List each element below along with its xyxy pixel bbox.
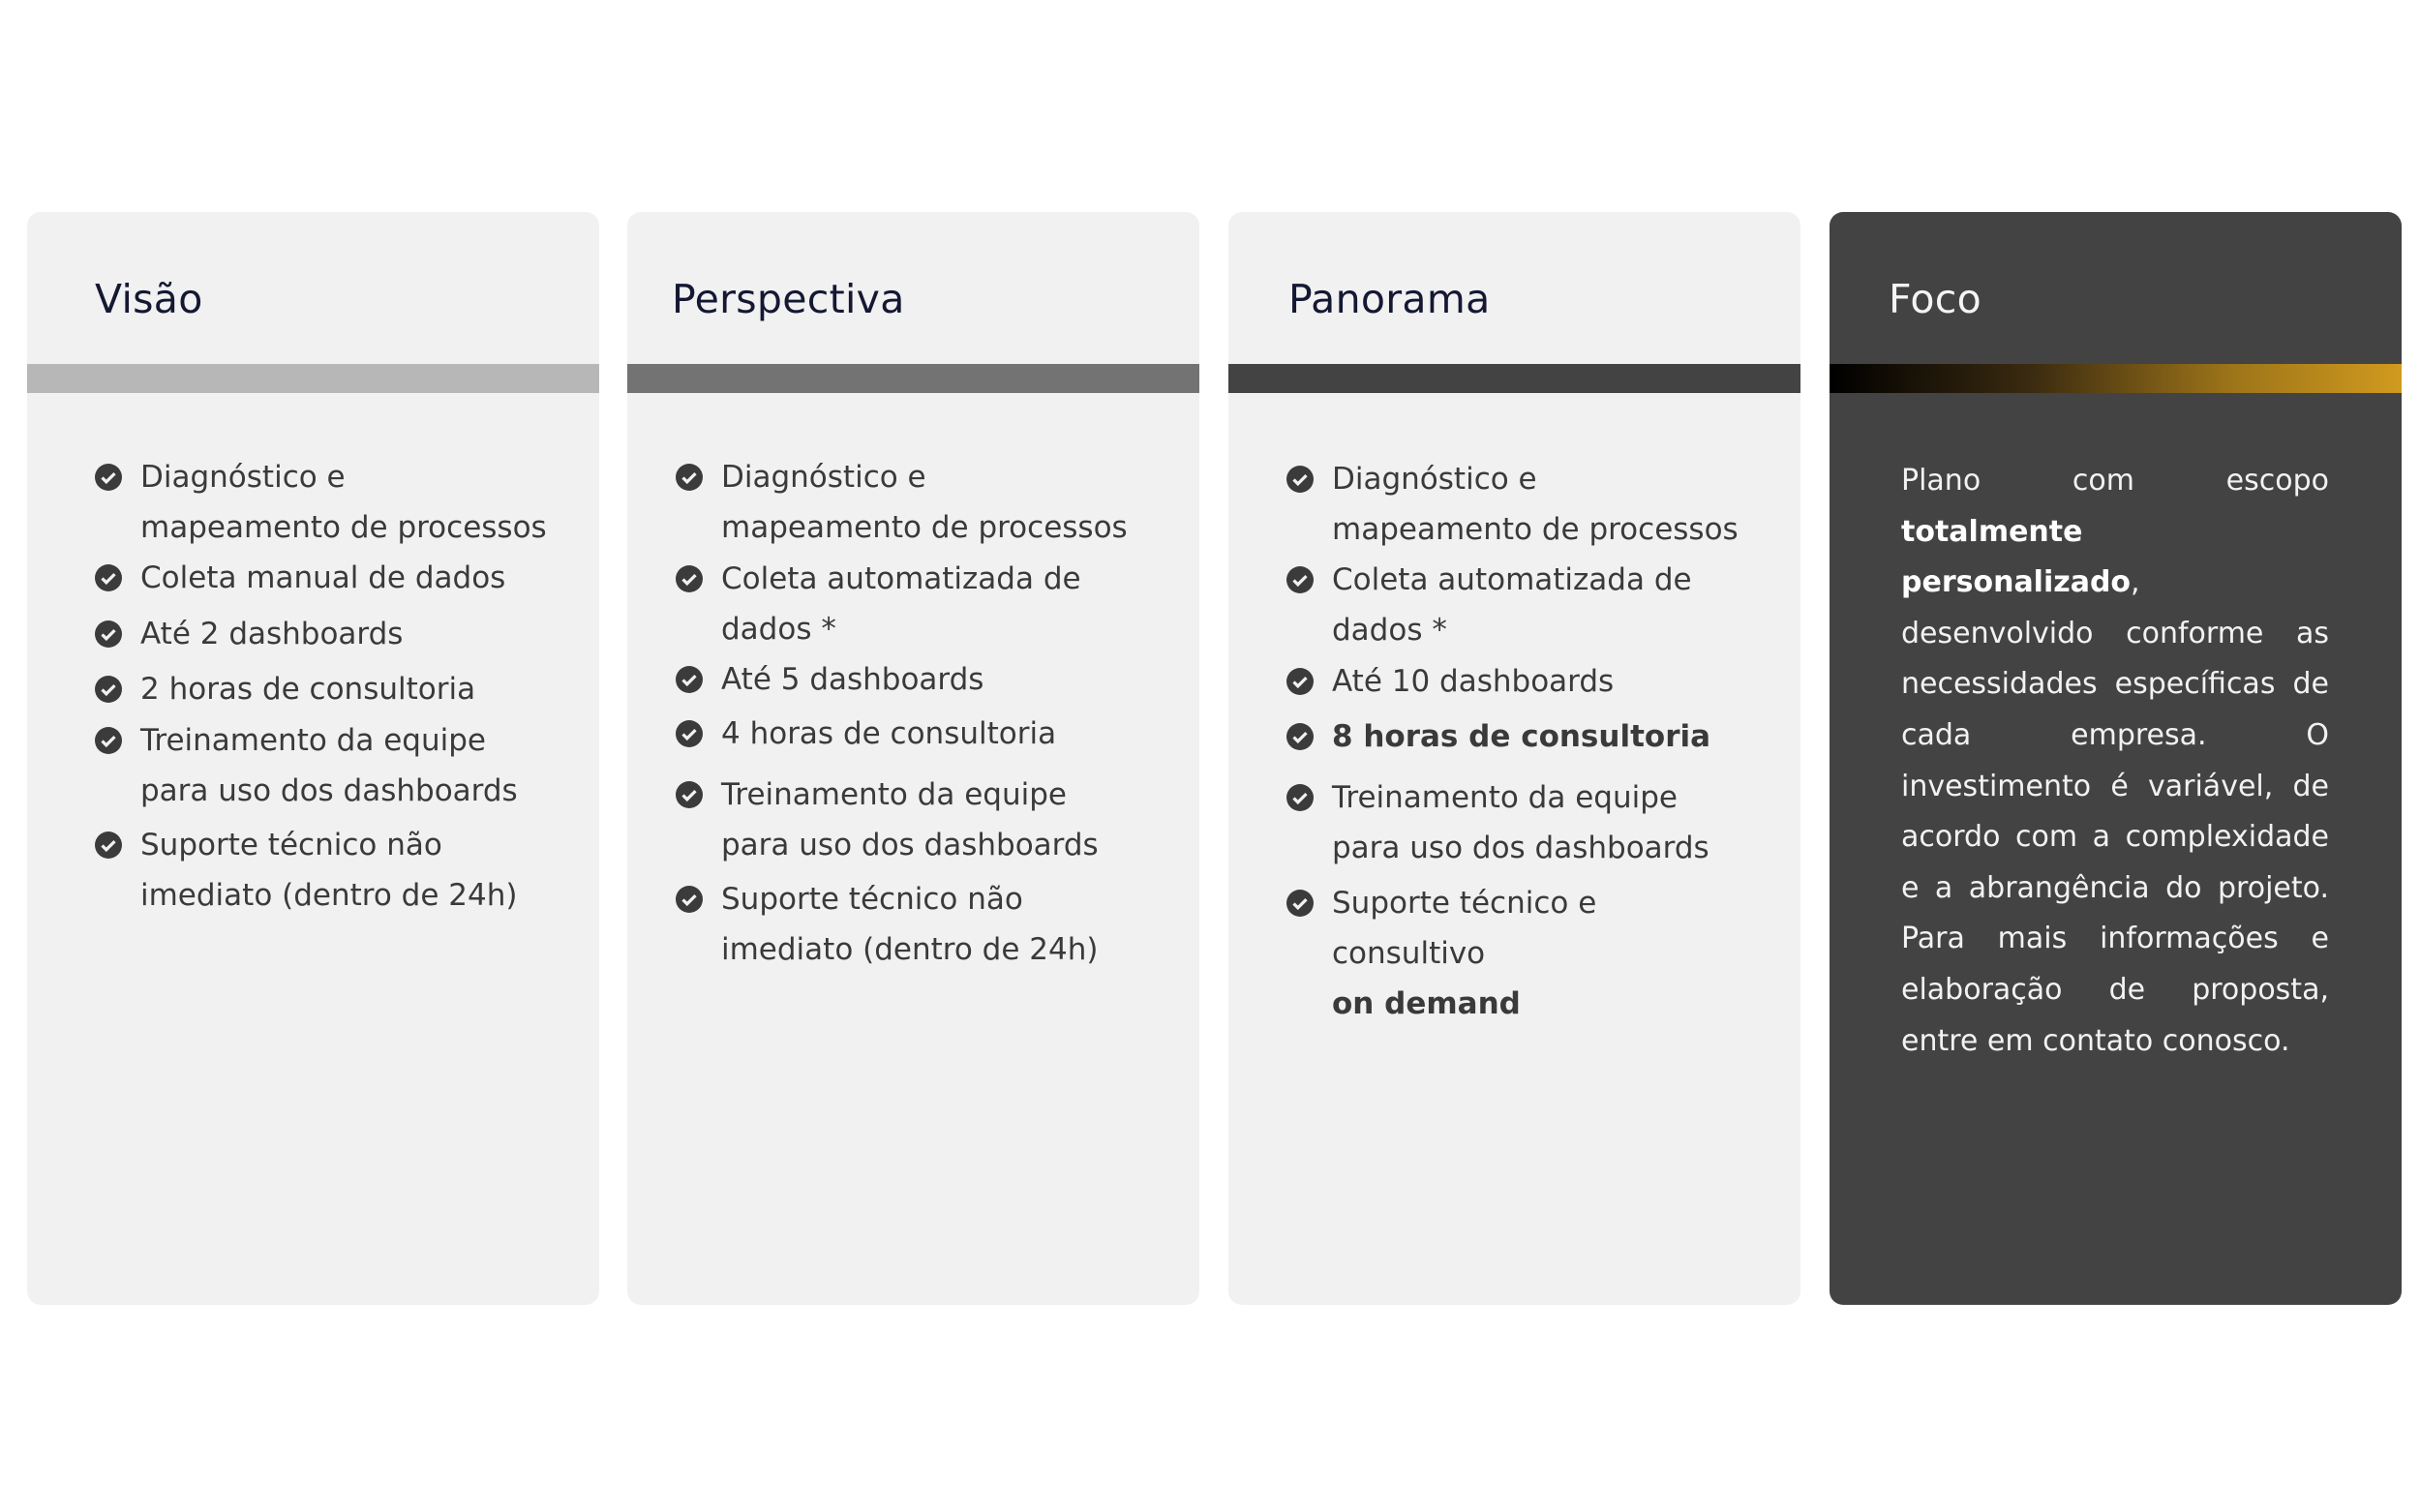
feature-text: 2 horas de consultoria [140, 672, 476, 707]
feature-item [676, 452, 1131, 553]
feature-item [1286, 454, 1741, 555]
feature-text [1286, 878, 1741, 1029]
check-circle-icon [676, 666, 703, 693]
description-bold: totalmente personalizado [1901, 514, 2132, 600]
feature-item [676, 654, 1131, 705]
feature-text: 8 horas de consultoria [1332, 719, 1711, 754]
check-circle-icon [95, 676, 122, 703]
plan-gradient-bar [1830, 364, 2402, 393]
feature-item [95, 452, 550, 553]
feature-item [1286, 772, 1741, 873]
feature-item [676, 874, 1131, 975]
feature-text: Coleta automatizada de dados * [721, 561, 1081, 647]
plan-title: Panorama [1288, 276, 1491, 322]
plan-title: Visão [95, 276, 203, 322]
plan-title: Perspectiva [672, 276, 905, 322]
check-circle-icon [95, 727, 122, 754]
plan-description [1901, 456, 2329, 1067]
check-circle-icon [1286, 466, 1314, 493]
plan-card-foco [1830, 212, 2402, 1305]
feature-item [676, 709, 1131, 759]
feature-text: Até 5 dashboards [721, 662, 984, 697]
check-circle-icon [95, 832, 122, 859]
feature-item [95, 715, 550, 816]
feature-item [1286, 555, 1741, 655]
feature-text-bold: on demand [1332, 986, 1521, 1021]
feature-item [1286, 711, 1741, 762]
feature-item [95, 609, 550, 659]
feature-text: Até 2 dashboards [140, 617, 404, 651]
feature-text: 4 horas de consultoria [721, 716, 1057, 751]
check-circle-icon [676, 886, 703, 913]
check-circle-icon [95, 620, 122, 648]
check-circle-icon [1286, 566, 1314, 593]
feature-text: Diagnóstico e mapeamento de processos [721, 460, 1128, 545]
check-circle-icon [1286, 890, 1314, 917]
check-circle-icon [1286, 784, 1314, 811]
description-text: Plano com escopo [1901, 464, 2329, 498]
feature-text: Coleta manual de dados [140, 560, 506, 595]
check-circle-icon [676, 565, 703, 592]
check-circle-icon [1286, 668, 1314, 695]
feature-item [676, 770, 1131, 870]
description-text: , desenvolvido conforme as necessidades específicas de cada empresa. O investimento é variável, de acordo com a complexidade e a abrangência do projeto. Para mais informações e elaboração de proposta, entre em contato conosco. [1901, 565, 2329, 1058]
feature-text: Treinamento da equipe para uso dos dashboards [140, 723, 518, 808]
feature-item [95, 553, 550, 603]
feature-text: Até 10 dashboards [1332, 664, 1615, 699]
feature-text: Treinamento da equipe para uso dos dashboards [721, 777, 1099, 862]
feature-item [1286, 878, 1741, 1029]
plan-title: Foco [1889, 276, 1982, 322]
check-circle-icon [676, 464, 703, 491]
feature-item [1286, 656, 1741, 707]
check-circle-icon [95, 464, 122, 491]
feature-item [676, 554, 1131, 654]
feature-text: Treinamento da equipe para uso dos dashboards [1332, 780, 1709, 865]
plan-card-visao [27, 212, 599, 1305]
plan-color-bar [1228, 364, 1800, 393]
plan-color-bar [27, 364, 599, 393]
check-circle-icon [1286, 723, 1314, 750]
check-circle-icon [676, 720, 703, 747]
feature-text: Suporte técnico não imediato (dentro de 24h) [721, 882, 1099, 967]
feature-text: Diagnóstico e mapeamento de processos [1332, 462, 1739, 547]
feature-text: Coleta automatizada de dados * [1332, 562, 1692, 648]
feature-text: Diagnóstico e mapeamento de processos [140, 460, 547, 545]
plan-color-bar [627, 364, 1199, 393]
feature-text: Suporte técnico não imediato (dentro de 24h) [140, 828, 518, 913]
feature-item [95, 664, 550, 714]
check-circle-icon [95, 564, 122, 591]
plan-card-perspectiva [627, 212, 1199, 1305]
feature-item [95, 820, 550, 921]
plan-card-panorama [1228, 212, 1800, 1305]
check-circle-icon [676, 781, 703, 808]
feature-text-start: Suporte técnico e consultivo [1332, 886, 1597, 971]
